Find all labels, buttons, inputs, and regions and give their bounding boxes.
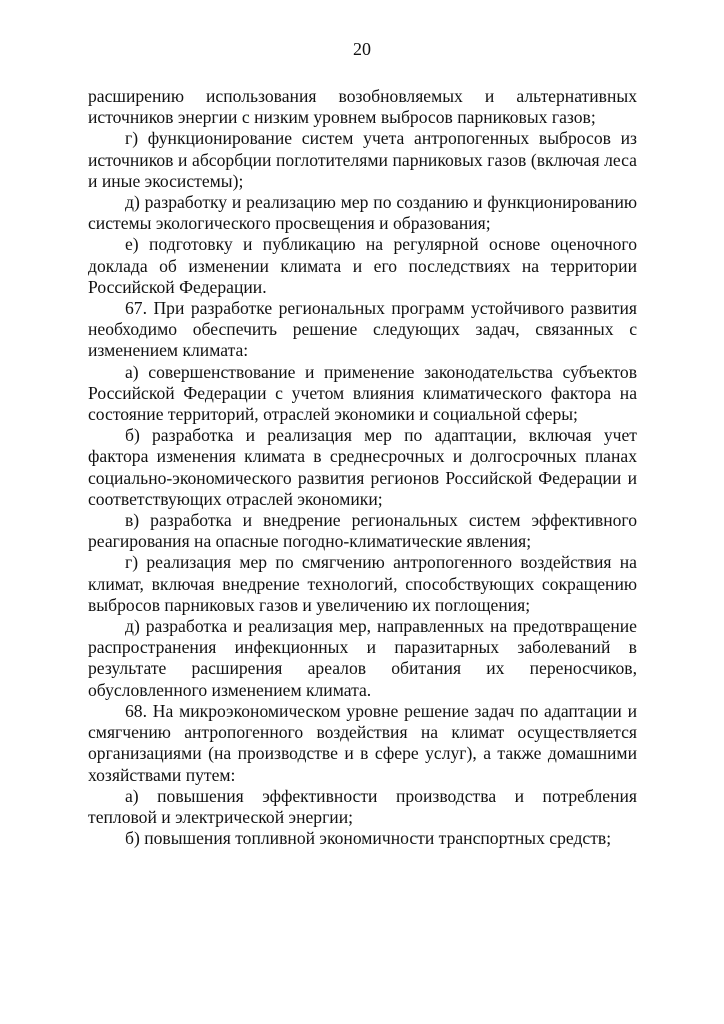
paragraph-68-item-a: а) повышения эффективности производства и потребления тепловой и электрической энергии; [88,785,637,827]
paragraph-68-item-b: б) повышения топливной экономичности транспортных средств; [125,828,612,849]
paragraph-section-67: 67. При разработке региональных программ устойчивого развития необходимо обеспечить решение следующих задач, связанных с изменением климата: [88,298,637,361]
paragraph-67-item-a: а) совершенствование и применение законодательства субъектов Российской Федерации с учетом влияния климатического фактора на состояние территорий, отраслей экономики и социальной сферы; [88,361,637,425]
document-body [88,86,637,849]
paragraph-section-68: 68. На микроэкономическом уровне решение задач по адаптации и смягчению антропогенного воздействия на климат осуществляется организациями (на производстве и в сфере услуг), а также домашними хозяйствами путем: [88,700,637,785]
paragraph-67-item-g: г) реализация мер по смягчению антропогенного воздействия на климат, включая внедрение технологий, способствующих сокращению выбросов парниковых газов и увеличению их поглощения; [88,552,637,615]
paragraph-item-d-education: д) разработку и реализацию мер по созданию и функционированию системы экологического просвещения и образования; [88,192,637,234]
paragraph-item-g-accounting: г) функционирование систем учета антропогенных выбросов из источников и абсорбции поглотителями парниковых газов (включая леса и иные экосистемы); [88,128,637,191]
paragraph-67-item-d: д) разработка и реализация мер, направленных на предотвращение распространения инфекционных и паразитарных заболеваний в результате расширения ареалов обитания их переносчиков, обусловленного изменением климата. [88,616,637,700]
paragraph-item-e-report: е) подготовку и публикацию на регулярной основе оценочного доклада об изменении климата и его последствиях на территории Российской Федерации. [88,234,637,297]
paragraph-continuation: расширению использования возобновляемых и альтернативных источников энергии с низким уровнем выбросов парниковых газов; [88,86,637,128]
page-number: 20 [353,39,371,59]
paragraph-67-item-b: б) разработка и реализация мер по адаптации, включая учет фактора изменения климата в среднесрочных и долгосрочных планах социально-экономического развития регионов Российской Федерации и соответствующих отраслей экономики; [88,425,637,509]
paragraph-67-item-v: в) разработка и внедрение региональных систем эффективного реагирования на опасные погодно-климатические явления; [88,510,637,552]
